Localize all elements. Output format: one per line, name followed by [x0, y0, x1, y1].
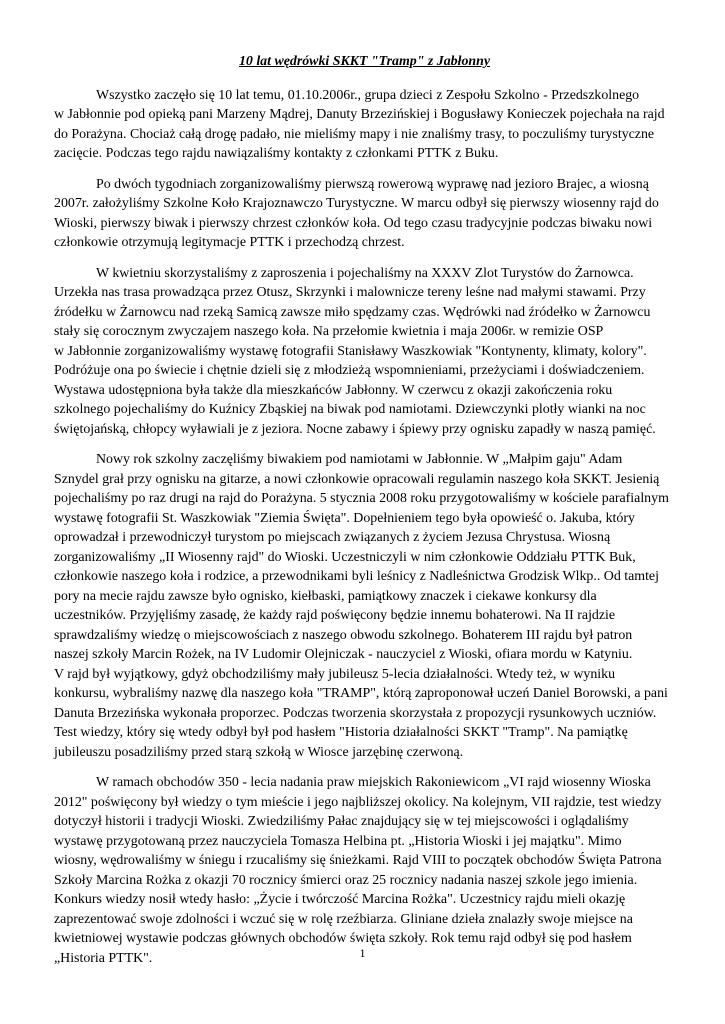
paragraph-3: W kwietniu skorzystaliśmy z zaproszenia i pojechaliśmy na XXXV Zlot Turystów do Żarnowca. Urzekła nas trasa prowadząca przez Otusz, Skrzynki i malownicze tereny leśne nad małymi stawami. Przy źródełku w Żarnowcu nad rzeką Samicą zawsze miło spędzamy czas. Wędrówki nad źródełko w Żarnowcu stały się corocznym zwyczajem naszego koła. Na przełomie kwietnia i maja 2006r. w remizie OSP w Jabłonnie zorganizowaliśmy wystawę fotografii Stanisławy Waszkowiak "Kontynenty, klimaty, kolory". Podróżuje ona po świecie i chętnie dzieli się z młodzieżą wspomnieniami, przeżyciami i doświadczeniem. Wystawa udostępniona była także dla mieszkańców Jabłonny. W czerwcu z okazji zakończenia roku szkolnego pojechaliśmy do Kuźnicy Zbąskiej na biwak pod namiotami. Dziewczynki plotły wianki na noc świętojańską, chłopcy wyławiali je z jeziora. Nocne zabawy i śpiewy przy ognisku zapadły w naszą pamięć.	[54, 265, 656, 437]
document-page	[54, 40, 675, 979]
paragraph-1: Wszystko zaczęło się 10 lat temu, 01.10.2006r., grupa dzieci z Zespołu Szkolno - Przedszkolnego w Jabłonnie pod opieką pani Marzeny Mądrej, Danuty Brzezińskiej i Bogusławy Konieczek pojechała na rajd do Porażyna. Chociaż całą drogę padało, nie mieliśmy mapy i nie znaliśmy trasy, to poczuliśmy turystyczne zacięcie. Podczas tego rajdu nawiązaliśmy kontakty z członkami PTTK z Buku.	[54, 87, 665, 161]
page-number: 1	[359, 946, 366, 960]
paragraph-2: Po dwóch tygodniach zorganizowaliśmy pierwszą rowerową wyprawę nad jezioro Brajec, a wiosną 2007r. założyliśmy Szkolne Koło Krajoznawczo Turystyczne. W marcu odbył się pierwszy wiosenny rajd do Wioski, pierwszy biwak i pierwszy chrzest członków koła. Od tego czasu tradycyjnie podczas biwaku nowi członkowie otrzymują legitymacje PTTK i przechodzą chrzest.	[54, 176, 659, 250]
paragraph-4: Nowy rok szkolny zaczęliśmy biwakiem pod namiotami w Jabłonnie. W „Małpim gaju" Adam Sznydel grał przy ognisku na gitarze, a nowi członkowie opracowali regulamin naszego koła SKKT. Jesienią pojechaliśmy po raz drugi na rajd do Porażyna. 5 stycznia 2008 roku przygotowaliśmy w kościele parafialnym wystawę fotografii St. Waszkowiak "Ziemia Święta". Dopełnieniem tego była opowieść o. Jakuba, który oprowadzał i przewodniczył turystom po miejscach związanych z życiem Jezusa Chrystusa. Wiosną zorganizowaliśmy „II Wiosenny rajd" do Wioski. Uczestniczyli w nim członkowie Oddziału PTTK Buk, członkowie naszego koła i rodzice, a przewodnikami byli leśnicy z Nadleśnictwa Grodzisk Wlkp.. Od tamtej pory na mecie rajdu zawsze było ognisko, kiełbaski, pamiątkowy znaczek i ciekawe konkursy dla uczestników. Przyjęliśmy zasadę, że każdy rajd poświęcony będzie innemu bohaterowi. Na II rajdzie sprawdzaliśmy wiedzę o miejscowościach z naszego obwodu szkolnego. Bohaterem III rajdu był patron naszej szkoły Marcin Rożek, na IV Ludomir Olejniczak - nauczyciel z Wioski, ofiara mordu w Katyniu. V rajd był wyjątkowy, gdyż obchodziliśmy mały jubileusz 5-lecia działalności. Wtedy też, w wyniku konkursu, wybraliśmy nazwę dla naszego koła "TRAMP", którą zaproponował uczeń Daniel Borowski, a pani Danuta Brzezińska wykonała proporzec. Podczas tworzenia skorzystała z propozycji rysunkowych uczniów. Test wiedzy, który się wtedy odbył był pod hasłem "Historia działalności SKKT "Tramp". Na pamiątkę jubileuszu posadziliśmy przed starą szkołą w Wiosce jarzębinę czerwoną.	[54, 452, 669, 760]
paragraph-5: W ramach obchodów 350 - lecia nadania praw miejskich Rakoniewicom „VI rajd wiosenny Wioska 2012" poświęcony był wiedzy o tym mieście i jego najbliższej okolicy. Na kolejnym, VII rajdzie, test wiedzy dotyczył historii i tradycji Wioski. Zwiedziliśmy Pałac znajdujący się w tej miejscowości i oglądaliśmy wystawę przygotowaną przez nauczyciela Tomasza Helbina pt. „Historia Wioski i jej majątku". Mimo wiosny, wędrowaliśmy w śniegu i rzucaliśmy się śnieżkami. Rajd VIII to początek obchodów Święta Patrona Szkoły Marcina Rożka z okazji 70 rocznicy śmierci oraz 25 rocznicy nadania naszej szkole jego imienia. Konkurs wiedzy nosił wtedy hasło: „Życie i twórczość Marcina Rożka". Uczestnicy rajdu mieli okazję zaprezentować swoje zdolności i wczuć się w rolę rzeźbiarza. Gliniane dzieła znalazły swoje miejsce na kwietniowej wystawie podczas głównych obchodów święta szkoły. Rok temu rajd odbył się pod hasłem „Historia PTTK".	[54, 775, 662, 966]
document-title: 10 lat wędrówki SKKT "Tramp" z Jabłonny	[238, 54, 491, 69]
